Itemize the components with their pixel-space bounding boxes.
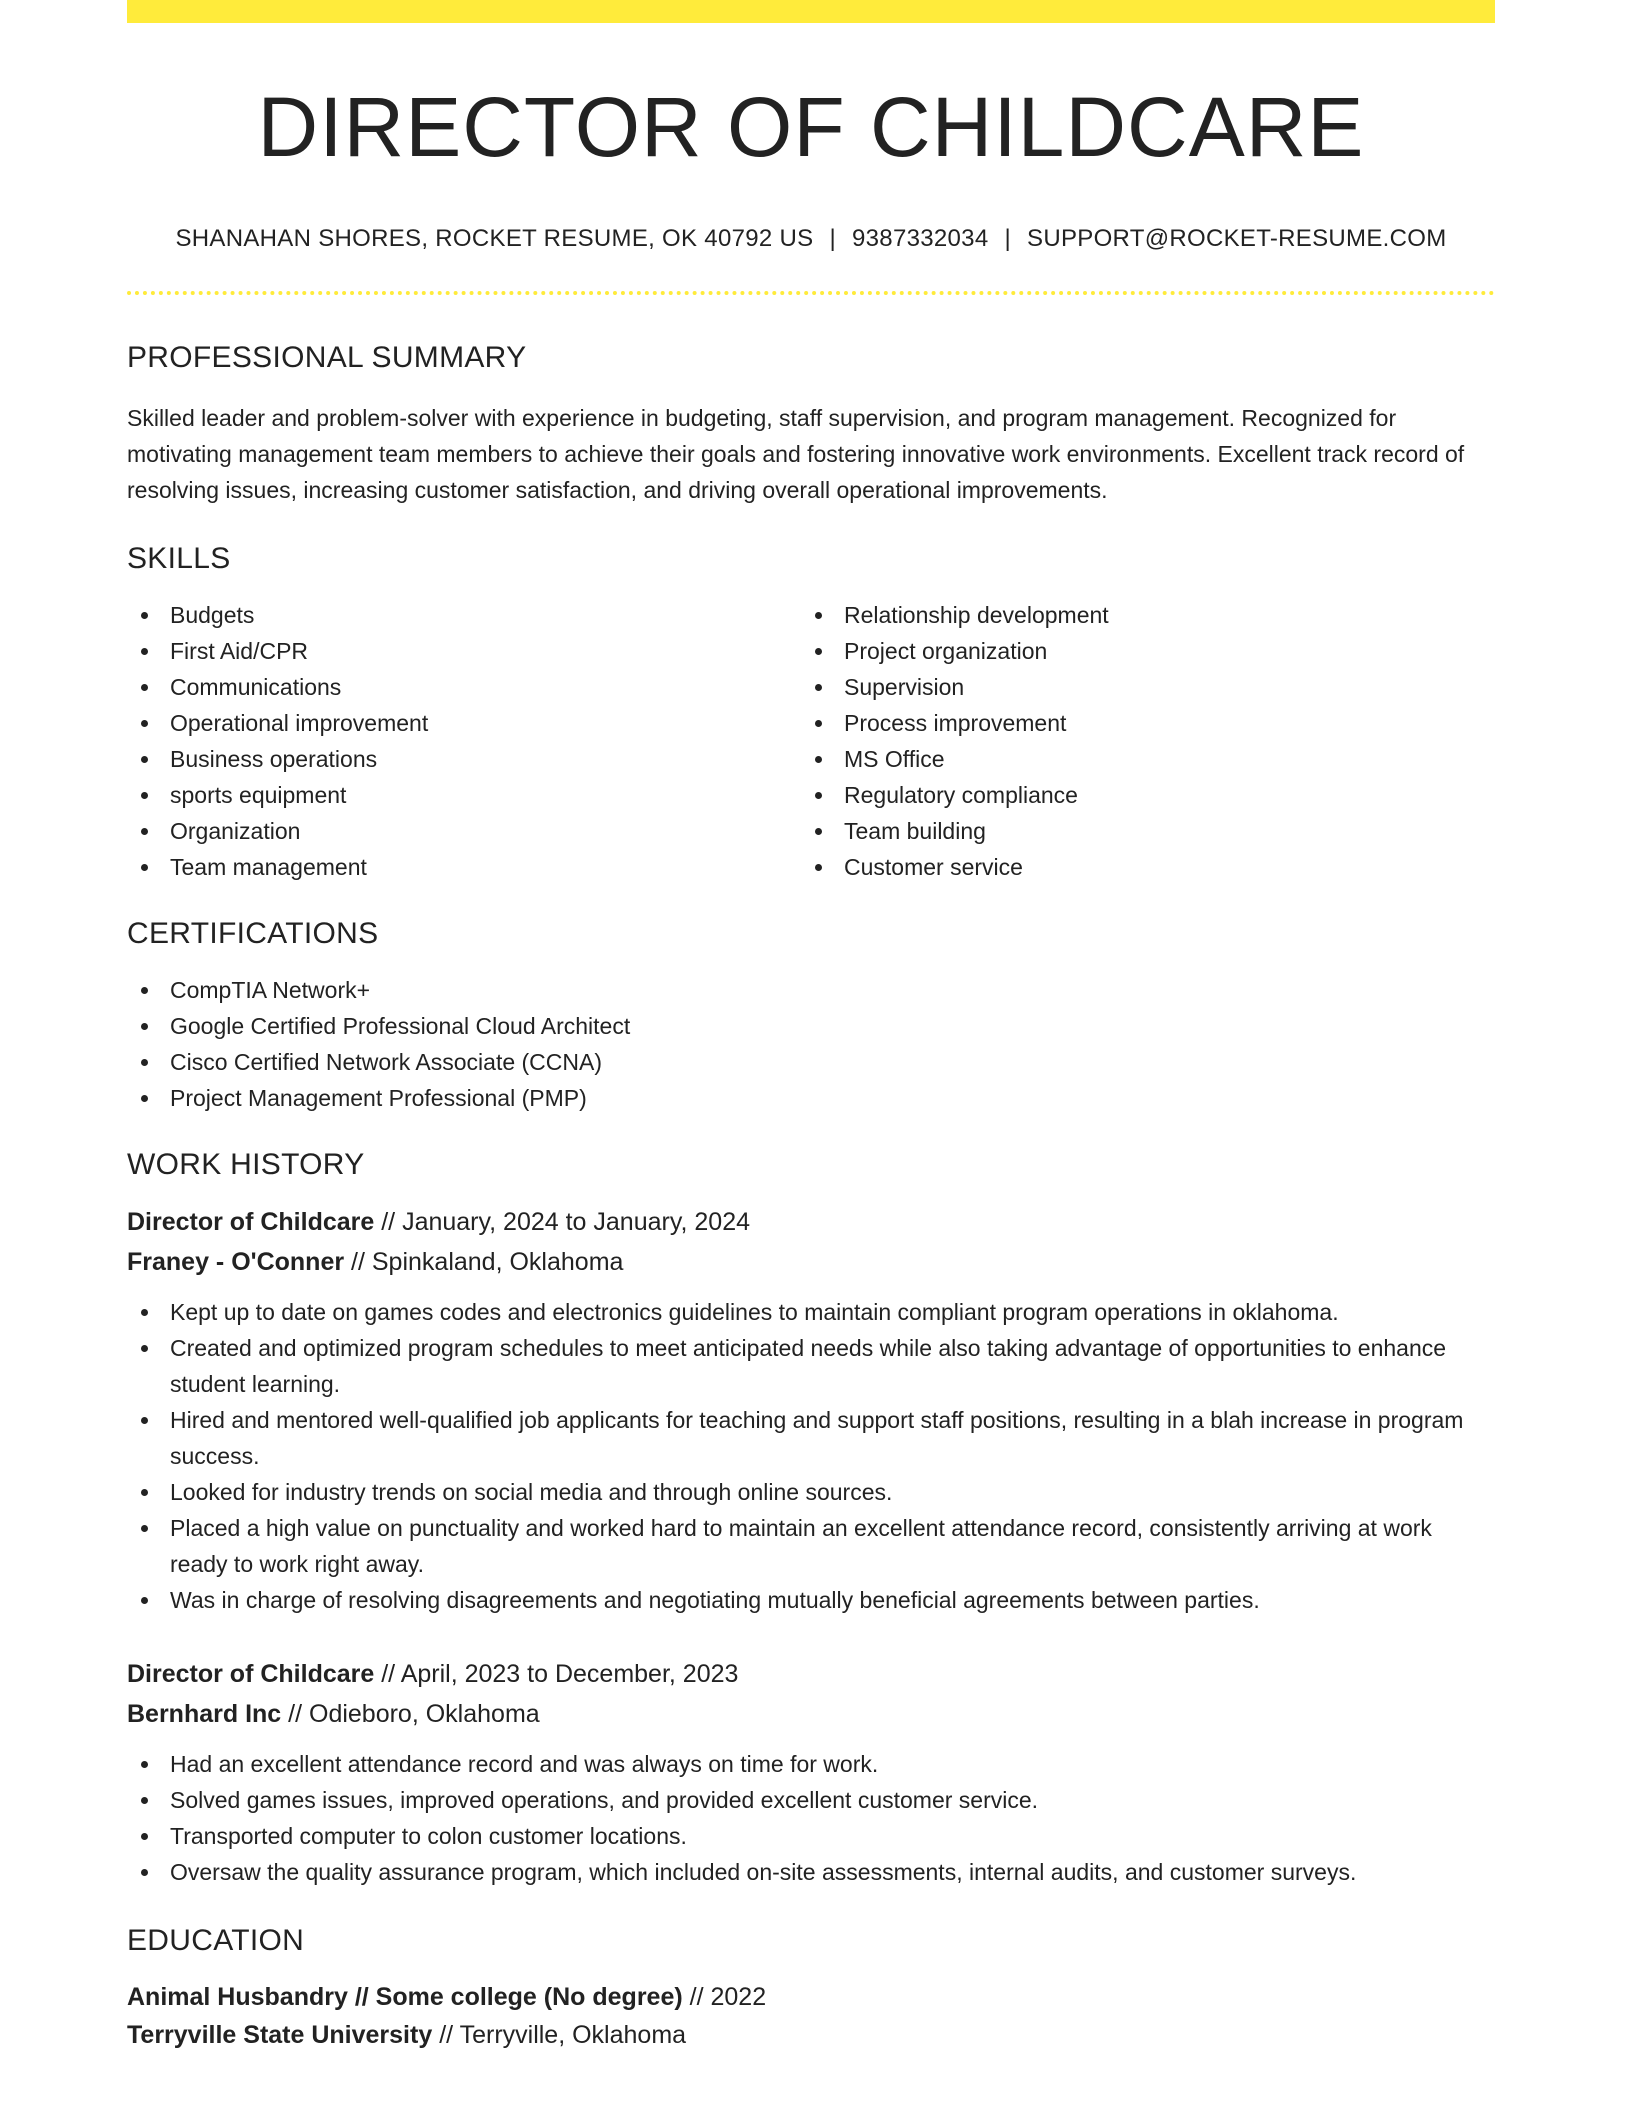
job-dates: // April, 2023 to December, 2023 [381, 1660, 739, 1688]
skill-item: Supervision [801, 669, 1475, 705]
section-title-summary: PROFESSIONAL SUMMARY [127, 341, 527, 374]
job-bullets [127, 1746, 1495, 1890]
bullet-icon [141, 1059, 148, 1066]
section-title-skills: SKILLS [127, 542, 231, 575]
job-role-line [127, 1654, 1495, 1694]
bullet-icon [141, 648, 148, 655]
job-bullet: Oversaw the quality assurance program, which included on-site assessments, internal audits, and customer surveys. [127, 1854, 1495, 1890]
accent-top-bar [127, 0, 1495, 23]
job-location: // Spinkaland, Oklahoma [351, 1248, 624, 1276]
job-company-line [127, 1242, 1495, 1282]
contact-address: SHANAHAN SHORES, ROCKET RESUME, OK 40792 US [175, 225, 814, 252]
bullet-icon [141, 720, 148, 727]
job-dates: // January, 2024 to January, 2024 [381, 1208, 750, 1236]
skill-item: MS Office [801, 741, 1475, 777]
job-bullet: Hired and mentored well-qualified job applicants for teaching and support staff positions, resulting in a blah increase in program success. [127, 1402, 1495, 1474]
certification-item: Google Certified Professional Cloud Architect [127, 1008, 1495, 1044]
skill-item: Regulatory compliance [801, 777, 1475, 813]
bullet-icon [141, 1869, 148, 1876]
bullet-icon [815, 792, 822, 799]
certifications-list [127, 972, 1495, 1116]
job-company-line [127, 1694, 1495, 1734]
bullet-icon [141, 792, 148, 799]
bullet-icon [141, 1833, 148, 1840]
job-bullet: Looked for industry trends on social media and through online sources. [127, 1474, 1495, 1510]
education-location: // Terryville, Oklahoma [439, 2021, 687, 2049]
section-title-work-history: WORK HISTORY [127, 1148, 365, 1181]
education-school-line [127, 2016, 1495, 2054]
education-year: // 2022 [689, 1983, 767, 2011]
certification-item: CompTIA Network+ [127, 972, 1495, 1008]
skill-item: Organization [127, 813, 801, 849]
education-degree: Animal Husbandry // Some college (No degree) [127, 1983, 683, 2011]
education-entry [127, 1978, 1495, 2054]
job-bullet: Created and optimized program schedules to meet anticipated needs while also taking advantage of opportunities to enhance student learning. [127, 1330, 1495, 1402]
skill-item: Team building [801, 813, 1475, 849]
contact-separator: | [1004, 225, 1012, 252]
bullet-icon [141, 684, 148, 691]
bullet-icon [815, 720, 822, 727]
job-entry [127, 1654, 1495, 1890]
bullet-icon [141, 864, 148, 871]
skill-item: sports equipment [127, 777, 801, 813]
bullet-icon [141, 756, 148, 763]
bullet-icon [141, 828, 148, 835]
bullet-icon [141, 1345, 148, 1352]
skill-item: Team management [127, 849, 801, 885]
skill-item: Operational improvement [127, 705, 801, 741]
job-bullet: Solved games issues, improved operations, and provided excellent customer service. [127, 1782, 1495, 1818]
bullet-icon [141, 1489, 148, 1496]
bullet-icon [815, 756, 822, 763]
skill-item: Business operations [127, 741, 801, 777]
section-title-certifications: CERTIFICATIONS [127, 917, 379, 950]
contact-separator: | [829, 225, 836, 252]
skill-item: Relationship development [801, 597, 1475, 633]
skill-item: Customer service [801, 849, 1475, 885]
education-school: Terryville State University [127, 2021, 433, 2049]
bullet-icon [141, 987, 148, 994]
bullet-icon [141, 1761, 148, 1768]
skill-item: Process improvement [801, 705, 1475, 741]
certification-item: Cisco Certified Network Associate (CCNA) [127, 1044, 1495, 1080]
bullet-icon [141, 1309, 148, 1316]
job-bullet: Kept up to date on games codes and electronics guidelines to maintain compliant program operations in oklahoma. [127, 1294, 1495, 1330]
job-company: Bernhard Inc [127, 1700, 282, 1728]
job-role: Director of Childcare [127, 1660, 375, 1688]
resume-page [127, 0, 1495, 2054]
job-bullet: Was in charge of resolving disagreements and negotiating mutually beneficial agreements between parties. [127, 1582, 1495, 1618]
skills-list-right [801, 597, 1475, 885]
skill-item: Project organization [801, 633, 1475, 669]
summary-text: Skilled leader and problem-solver with experience in budgeting, staff supervision, and program management. Recognized for motivating management team members to achieve their goals and fostering innovative work environments. Excellent track record of resolving issues, increasing customer satisfaction, and driving overall operational improvements. [127, 405, 1465, 503]
bullet-icon [815, 648, 822, 655]
job-bullet: Transported computer to colon customer locations. [127, 1818, 1495, 1854]
bullet-icon [141, 1525, 148, 1532]
job-company: Franey - O'Conner [127, 1248, 345, 1276]
bullet-icon [815, 864, 822, 871]
job-location: // Odieboro, Oklahoma [288, 1700, 540, 1728]
job-role-line [127, 1202, 1495, 1242]
bullet-icon [141, 1797, 148, 1804]
contact-email: SUPPORT@ROCKET-RESUME.COM [1027, 225, 1447, 252]
bullet-icon [141, 1095, 148, 1102]
resume-title: DIRECTOR OF CHILDCARE [257, 80, 1365, 174]
dotted-divider [127, 291, 1495, 295]
job-entry [127, 1202, 1495, 1618]
job-bullets [127, 1294, 1495, 1618]
education-degree-line [127, 1978, 1495, 2016]
bullet-icon [141, 1023, 148, 1030]
skills-list-left [127, 597, 801, 885]
job-bullet: Had an excellent attendance record and was always on time for work. [127, 1746, 1495, 1782]
contact-line [127, 227, 1495, 251]
bullet-icon [141, 1597, 148, 1604]
skill-item: Budgets [127, 597, 801, 633]
skill-item: Communications [127, 669, 801, 705]
job-role: Director of Childcare [127, 1208, 375, 1236]
bullet-icon [815, 612, 822, 619]
skill-item: First Aid/CPR [127, 633, 801, 669]
bullet-icon [141, 612, 148, 619]
bullet-icon [815, 684, 822, 691]
certification-item: Project Management Professional (PMP) [127, 1080, 1495, 1116]
bullet-icon [815, 828, 822, 835]
section-title-education: EDUCATION [127, 1924, 305, 1957]
contact-phone: 9387332034 [852, 225, 989, 252]
bullet-icon [141, 1417, 148, 1424]
skills-columns [127, 597, 1495, 885]
job-bullet: Placed a high value on punctuality and worked hard to maintain an excellent attendance record, consistently arriving at work ready to work right away. [127, 1510, 1495, 1582]
